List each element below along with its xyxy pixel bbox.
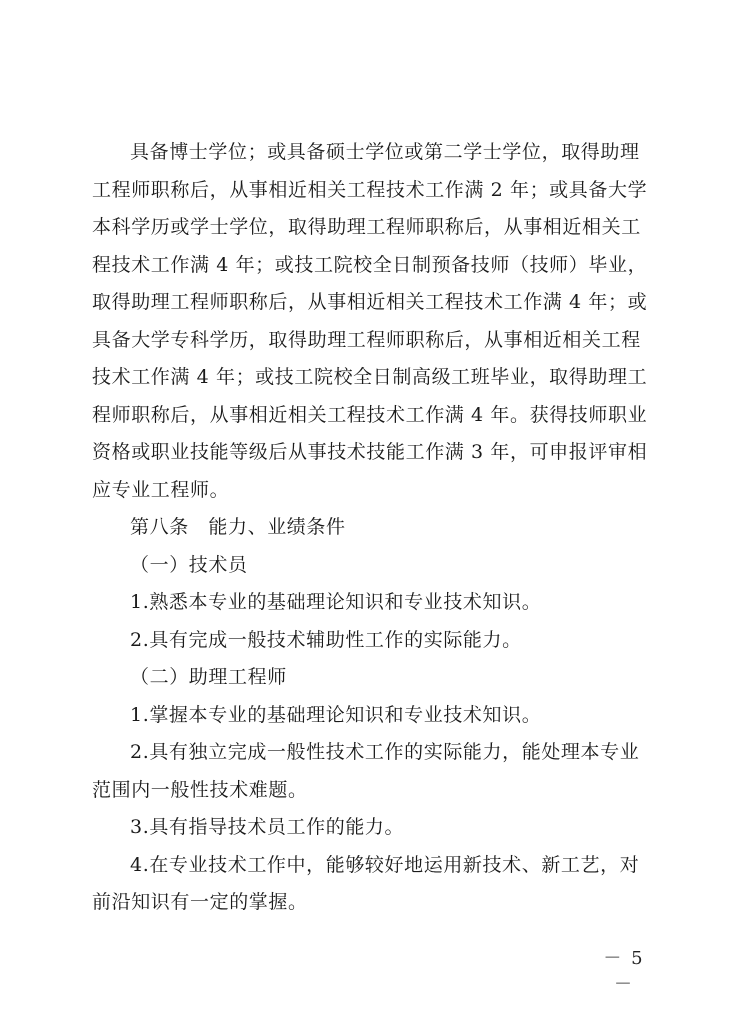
paragraph-line: 应专业工程师。 <box>92 478 230 501</box>
requirement-line: 2.具有独立完成一般性技术工作的实际能力，能处理本专业 <box>130 741 640 763</box>
assistant-engineer-requirement-3: 3.具有指导技术员工作的能力。 <box>130 816 405 838</box>
document-body <box>92 134 648 922</box>
technician-requirement-1: 1.熟悉本专业的基础理论知识和专业技术知识。 <box>130 591 542 613</box>
requirement-line: 范围内一般性技术难题。 <box>92 778 308 801</box>
page-number: － 5 － <box>603 948 645 995</box>
paragraph-line: 本科学历或学士学位，取得助理工程师职称后，从事相近相关工 <box>92 216 641 238</box>
paragraph-line: 具备大学专科学历，取得助理工程师职称后，从事相近相关工程 <box>92 328 641 351</box>
article-8-heading: 第八条 能力、业绩条件 <box>130 516 346 538</box>
paragraph-line: 取得助理工程师职称后，从事相近相关工程技术工作满 4 年；或 <box>92 291 648 313</box>
paragraph-line: 具备博士学位；或具备硕士学位或第二学士学位，取得助理 <box>130 141 640 163</box>
paragraph-line: 程技术工作满 4 年；或技工院校全日制预备技师（技师）毕业， <box>92 253 648 276</box>
paragraph-line: 工程师职称后，从事相近相关工程技术工作满 2 年；或具备大学 <box>92 178 648 201</box>
assistant-engineer-requirement-1: 1.掌握本专业的基础理论知识和专业技术知识。 <box>130 703 542 726</box>
requirement-line: 前沿知识有一定的掌握。 <box>92 891 308 913</box>
technician-requirement-2: 2.具有完成一般技术辅助性工作的实际能力。 <box>130 628 522 651</box>
requirement-line: 4.在专业技术工作中，能够较好地运用新技术、新工艺，对 <box>130 853 640 876</box>
assistant-engineer-requirement-4 <box>92 847 644 922</box>
section-assistant-engineer-heading: （二）助理工程师 <box>130 666 287 688</box>
paragraph-qualification-requirements <box>92 134 648 509</box>
paragraph-line: 资格或职业技能等级后从事技术技能工作满 3 年，可申报评审相 <box>92 441 648 463</box>
assistant-engineer-requirement-2 <box>92 734 644 809</box>
paragraph-line: 程师职称后，从事相近相关工程技术工作满 4 年。获得技师职业 <box>92 403 648 426</box>
paragraph-line: 技术工作满 4 年；或技工院校全日制高级工班毕业，取得助理工 <box>92 366 648 388</box>
section-technician-heading: （一）技术员 <box>130 553 248 576</box>
